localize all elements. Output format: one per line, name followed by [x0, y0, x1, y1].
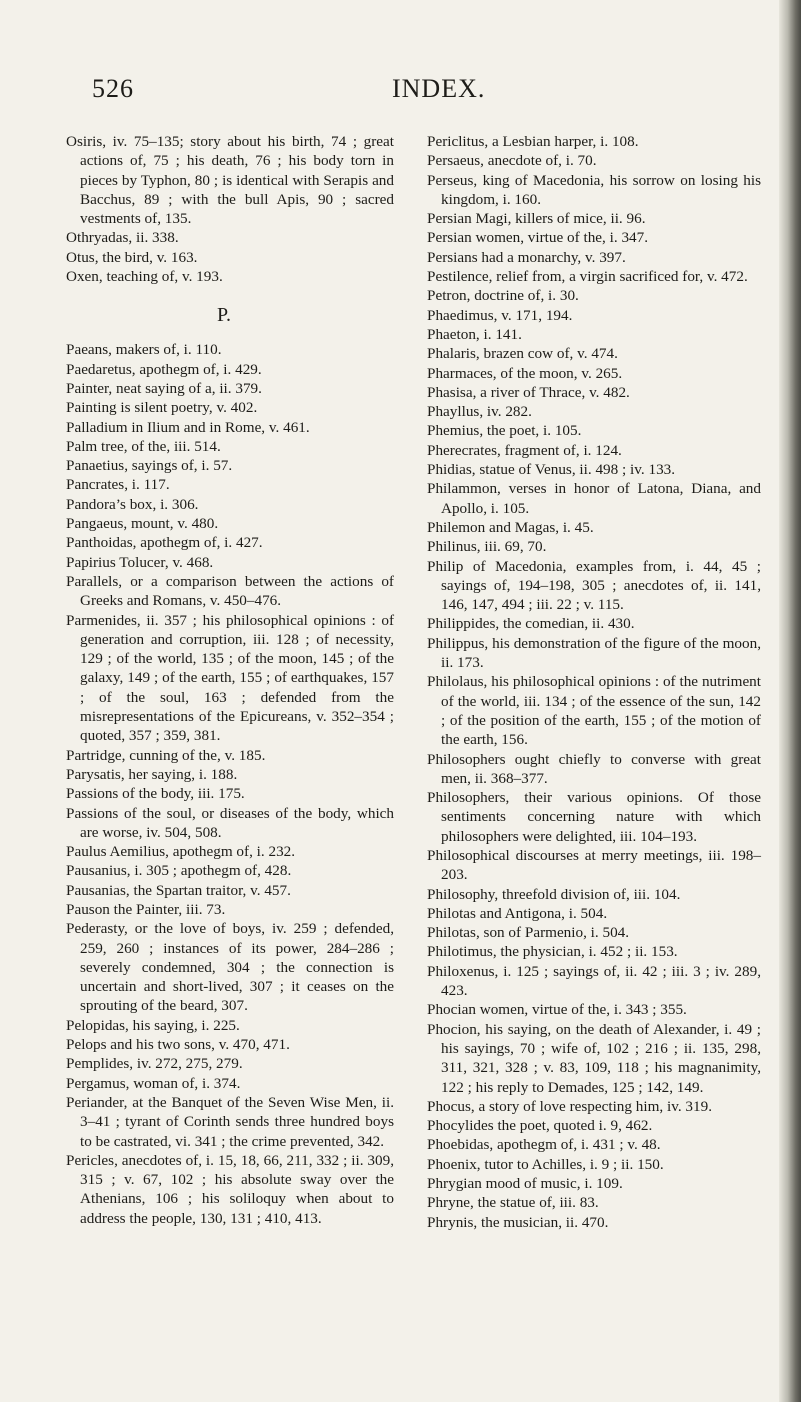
- index-entry: Philotimus, the physician, i. 452 ; ii. 153.: [427, 943, 678, 961]
- index-entry: Phaeton, i. 141.: [427, 325, 522, 343]
- index-entry: Persian women, virtue of the, i. 347.: [427, 229, 649, 247]
- index-entry: Philinus, iii. 69, 70.: [427, 538, 547, 556]
- index-column-left: [66, 132, 394, 1228]
- index-entry: Papirius Tolucer, v. 468.: [66, 553, 214, 571]
- index-entry: Panthoidas, apothegm of, i. 427.: [66, 534, 263, 552]
- index-entry: Paeans, makers of, i. 110.: [66, 341, 222, 359]
- index-entry: Pangaeus, mount, v. 480.: [66, 515, 219, 533]
- index-entry: Pausanius, i. 305 ; apothegm of, 428.: [66, 862, 292, 880]
- index-entry: Pelopidas, his saying, i. 225.: [66, 1016, 240, 1034]
- index-entry: Osiris, iv. 75–135; story about his birth, 74 ; great actions of, 75 ; his death, 76 ; his body torn in pieces by Typhon, 80 ; is identical with Serapis and Bacchus, 89 ; with the bull Apis, 90 ; sacred vestments of, 135.: [66, 133, 394, 228]
- index-entry: Pausanias, the Spartan traitor, v. 457.: [66, 881, 291, 899]
- index-entry: Philosophers, their various opinions. Of those sentiments concerning nature with which philosophers were delighted, iii. 104–193.: [427, 789, 761, 845]
- index-entry: Palm tree, of the, iii. 514.: [66, 437, 221, 455]
- index-entry: Philolaus, his philosophical opinions : of the nutriment of the world, iii. 134 ; of the essence of the sun, 142 ; of the position of the earth, 155 ; of the motion of the earth, 156.: [427, 673, 761, 749]
- index-entry: Pelops and his two sons, v. 470, 471.: [66, 1036, 290, 1054]
- index-entry: Pauson the Painter, iii. 73.: [66, 900, 226, 918]
- index-entry: Painting is silent poetry, v. 402.: [66, 399, 258, 417]
- index-entry: Persians had a monarchy, v. 397.: [427, 248, 626, 266]
- index-entry: Pandora’s box, i. 306.: [66, 495, 199, 513]
- page-header: [92, 74, 682, 114]
- index-entry: Philosophy, threefold division of, iii. 104.: [427, 885, 681, 903]
- index-entry: Persian Magi, killers of mice, ii. 96.: [427, 210, 646, 228]
- index-entry: Philemon and Magas, i. 45.: [427, 518, 594, 536]
- index-entry: Otus, the bird, v. 163.: [66, 248, 198, 266]
- index-entry: Passions of the soul, or diseases of the body, which are worse, iv. 504, 508.: [66, 804, 394, 841]
- index-entry: Phemius, the poet, i. 105.: [427, 422, 582, 440]
- index-entry: Paulus Aemilius, apothegm of, i. 232.: [66, 843, 296, 861]
- index-entry: Persaeus, anecdote of, i. 70.: [427, 152, 597, 170]
- index-entry: Pederasty, or the love of boys, iv. 259 ; defended, 259, 260 ; instances of its power, 284–286 ; severely condemned, 304 ; the connection is uncertain and short-lived, 307 ; it ceases on the sprouting of the beard, 307.: [66, 920, 394, 1015]
- index-entry: Philippus, his demonstration of the figure of the moon, ii. 173.: [427, 634, 761, 672]
- index-entry: Pergamus, woman of, i. 374.: [66, 1074, 241, 1092]
- index-entry: Periander, at the Banquet of the Seven Wise Men, ii. 3–41 ; tyrant of Corinth sends three hundred boys to be castrated, vi. 341 ; the crime prevented, 342.: [66, 1093, 394, 1150]
- index-entry: Periclitus, a Lesbian harper, i. 108.: [427, 133, 639, 150]
- index-entry: Perseus, king of Macedonia, his sorrow on losing his kingdom, i. 160.: [427, 171, 761, 208]
- index-entry: Partridge, cunning of the, v. 185.: [66, 746, 266, 764]
- index-entry: Philoxenus, i. 125 ; sayings of, ii. 42 ; iii. 3 ; iv. 289, 423.: [427, 962, 761, 1000]
- index-entry: Petron, doctrine of, i. 30.: [427, 287, 579, 305]
- index-entry: Phocylides the poet, quoted i. 9, 462.: [427, 1117, 653, 1135]
- index-entry: Parallels, or a comparison between the actions of Greeks and Romans, v. 450–476.: [66, 572, 394, 610]
- index-entry: Panaetius, sayings of, i. 57.: [66, 457, 233, 475]
- index-entry: Phidias, statue of Venus, ii. 498 ; iv. 133.: [427, 461, 676, 479]
- index-entry: Phocus, a story of love respecting him, iv. 319.: [427, 1097, 713, 1115]
- index-entry: Paedaretus, apothegm of, i. 429.: [66, 360, 262, 378]
- index-entry: Othryadas, ii. 338.: [66, 229, 179, 247]
- index-entry: Pharmaces, of the moon, v. 265.: [427, 364, 623, 382]
- index-entry: Phasisa, a river of Thrace, v. 482.: [427, 383, 630, 401]
- index-entry: Philotas and Antigona, i. 504.: [427, 904, 608, 922]
- index-entry: Philosophical discourses at merry meetings, iii. 198–203.: [427, 846, 761, 884]
- running-head: INDEX.: [392, 74, 486, 103]
- index-entry: Philosophers ought chiefly to converse with great men, ii. 368–377.: [427, 750, 761, 787]
- index-entry: Phocian women, virtue of the, i. 343 ; 355.: [427, 1001, 687, 1019]
- index-entry: Passions of the body, iii. 175.: [66, 785, 245, 803]
- index-entry: Phocion, his saying, on the death of Alexander, i. 49 ; his sayings, 70 ; wife of, 102 ; 216 ; ii. 135, 298, 311, 321, 328 ; v. 83, 109, 118 ; his magnanimity, 122 ; his reply to Demades, 125 ; 142, 149.: [427, 1020, 761, 1096]
- index-entry: Phaedimus, v. 171, 194.: [427, 306, 573, 324]
- section-letter: P.: [217, 304, 231, 327]
- index-entry: Philotas, son of Parmenio, i. 504.: [427, 924, 630, 942]
- index-entry: Pestilence, relief from, a virgin sacrificed for, v. 472.: [427, 268, 748, 286]
- index-entry: Painter, neat saying of a, ii. 379.: [66, 379, 262, 397]
- index-entry: Parmenides, ii. 357 ; his philosophical opinions : of generation and corruption, iii. 128 ; of necessity, 129 ; of the world, 135 ; of the moon, 145 ; of the galaxy, 149 ; of the earth, 155 ; of earthquakes, 157 ; of the soul, 163 ; defended from the misrepresentations of the Epicureans, v. 352–354 ; quoted, 357 ; 359, 381.: [66, 611, 394, 745]
- index-entry: Pericles, anecdotes of, i. 15, 18, 66, 211, 332 ; ii. 309, 315 ; v. 67, 102 ; his absolute sway over the Athenians, 106 ; his soliloquy when about to address the people, 130, 131 ; 410, 413.: [66, 1151, 394, 1227]
- index-entry: Palladium in Ilium and in Rome, v. 461.: [66, 418, 310, 436]
- index-entry: Philippides, the comedian, ii. 430.: [427, 615, 635, 633]
- index-column-right: [427, 132, 761, 1232]
- index-entry: Phoebidas, apothegm of, i. 431 ; v. 48.: [427, 1136, 661, 1154]
- index-entry: Philammon, verses in honor of Latona, Diana, and Apollo, i. 105.: [427, 480, 761, 517]
- index-entry: Phalaris, brazen cow of, v. 474.: [427, 345, 618, 363]
- index-entry: Oxen, teaching of, v. 193.: [66, 268, 223, 286]
- index-entry: Phryne, the statue of, iii. 83.: [427, 1194, 599, 1212]
- page-edge-shadow: [779, 0, 801, 1402]
- index-entry: Philip of Macedonia, examples from, i. 44, 45 ; sayings of, 194–198, 305 ; anecdotes of, ii. 141, 146, 147, 494 ; iii. 22 ; v. 115.: [427, 557, 761, 614]
- index-entry: Phrygian mood of music, i. 109.: [427, 1175, 623, 1193]
- index-entry: Pemplides, iv. 272, 275, 279.: [66, 1055, 243, 1073]
- index-entry: Parysatis, her saying, i. 188.: [66, 765, 238, 783]
- index-entry: Pancrates, i. 117.: [66, 476, 170, 494]
- index-entry: Phayllus, iv. 282.: [427, 403, 532, 421]
- index-entry: Pherecrates, fragment of, i. 124.: [427, 441, 622, 459]
- page-number: 526: [92, 74, 134, 103]
- index-entry: Phrynis, the musician, ii. 470.: [427, 1213, 609, 1231]
- index-entry: Phoenix, tutor to Achilles, i. 9 ; ii. 150.: [427, 1155, 664, 1173]
